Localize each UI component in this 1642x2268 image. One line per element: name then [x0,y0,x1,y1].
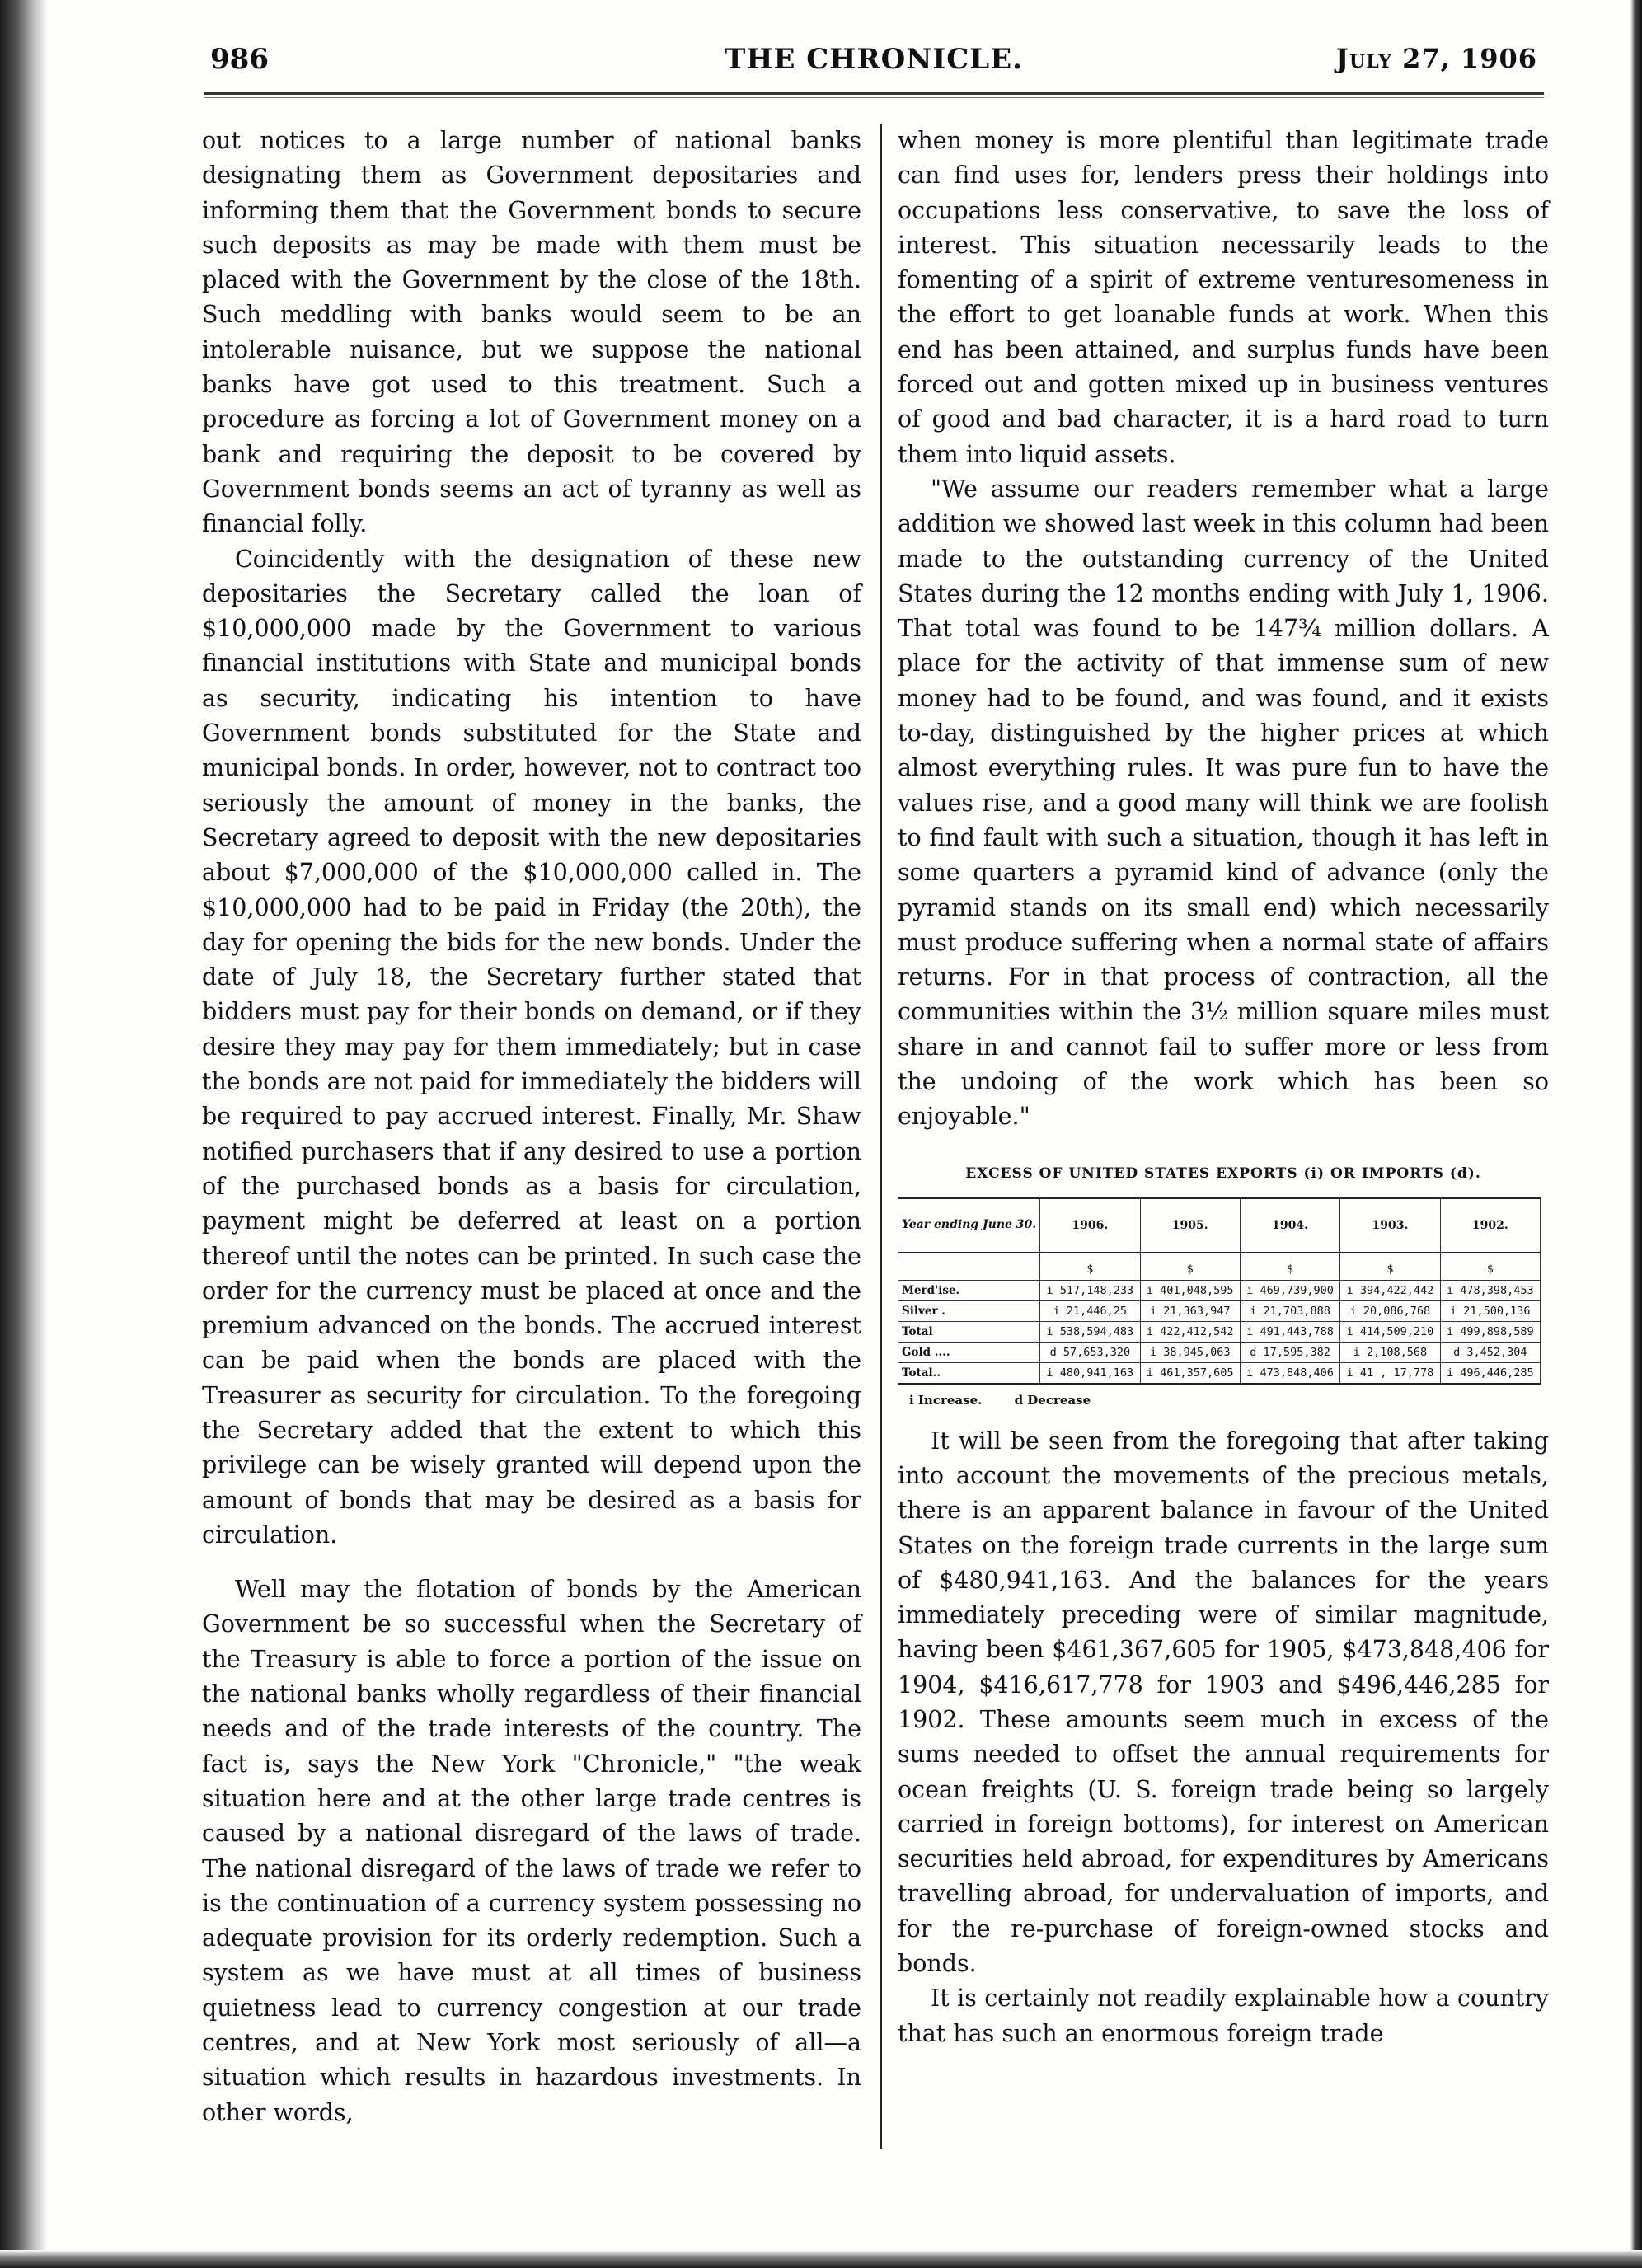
row-label: Total [898,1321,1040,1342]
currency-symbol: $ [1240,1253,1339,1281]
paragraph: out notices to a large number of national banks designating them as Government depositaries and informing them that the Government bonds to secure such deposits as may be made with them must be placed with the Government by the close of the 18th. Such meddling with banks would seem to be an intolerable nuisance, but we suppose the national banks have got used to this treatment. Such a procedure as forcing a lot of Government money on a bank and requiring the deposit to be covered by Government bonds seems an act of tyranny as well as financial folly. [202,127,861,538]
left-column [202,124,861,2130]
trade-balance-table-block [898,1163,1549,1409]
currency-symbol: $ [1340,1253,1440,1281]
table-row [898,1342,1541,1362]
table-cell: i 491,443,788 [1240,1321,1339,1342]
paragraph: It is certainly not readily explainable how a country that has such an enormous foreign trade [898,1984,1549,2047]
paragraph: "We assume our readers remember what a large addition we showed last week in this column had been made to the outstanding currency of the United States during the 12 months ending with July 1, 1906. That total was found to be 147¾ million dollars. A place for the activity of that immense sum of new money had to be found, and was found, and it exists to-day, distinguished by the higher prices at which almost everything rules. It was pure fun to have the values rise, and a good many will think we are foolish to find fault with such a situation, though it has left in some quarters a pyramid kind of advance (only the pyramid stands on its small end) which necessarily must produce suffering when a normal state of affairs returns. For in that process of contraction, all the communities within the 3½ million square miles must share in and cannot fail to suffer more or less from the undoing of the work which has been so enjoyable." [898,475,1549,1131]
table-cell: i 414,509,210 [1340,1321,1440,1342]
table-cell: i 499,898,589 [1440,1321,1540,1342]
table-legend [898,1391,1549,1409]
table-cell: i 422,412,542 [1140,1321,1240,1342]
table-cell: i 20,086,768 [1340,1300,1440,1321]
page-edge-bottom [0,2250,1642,2268]
table-row-total [898,1362,1541,1384]
year-header: 1903. [1340,1198,1440,1253]
row-label: Total.. [898,1362,1040,1384]
table-title: EXCESS OF UNITED STATES EXPORTS (i) OR IMPORTS (d). [965,1164,1481,1182]
table-row [898,1280,1541,1300]
table-row [898,1300,1541,1321]
table-cell: i 21,500,136 [1440,1300,1540,1321]
table-cell: i 478,398,453 [1440,1280,1540,1300]
table-cell: i 2,108,568 [1340,1342,1440,1362]
row-label: Merd'ise. [898,1280,1040,1300]
stub-header: Year ending June 30. [898,1198,1040,1253]
table-cell: i 41 , 17,778 [1340,1362,1440,1384]
table-row [898,1321,1541,1342]
legend-increase: i Increase. [909,1392,983,1408]
table-cell: d 57,653,320 [1040,1342,1140,1362]
table-cell: i 461,357,605 [1140,1362,1240,1384]
currency-symbol: $ [1440,1253,1540,1281]
column-divider [880,124,882,2149]
table-cell: i 496,446,285 [1440,1362,1540,1384]
issue-date: July 27, 1906 [1335,43,1537,74]
journal-title: THE CHRONICLE. [725,43,1023,76]
table-cell: i 394,422,442 [1340,1280,1440,1300]
table-cell: d 17,595,382 [1240,1342,1339,1362]
paragraph: Well may the flotation of bonds by the American Government be so successful when the Secretary of the Treasury is able to force a portion of the issue on the national banks wholly regardless of their financial needs and of the trade interests of the country. The fact is, says the New York "Chronicle," "the weak situation here and at the other large trade centres is caused by a national disregard of the laws of trade. The national disregard of the laws of trade we refer to is the continuation of a currency system possessing no adequate provision for its orderly redemption. Such a system as we have must at all times of business quietness lead to currency congestion at our trade centres, and at New York most seriously of all—a situation which results in hazardous investments. In other words, [202,1576,861,2126]
table-cell: d 3,452,304 [1440,1342,1540,1362]
paragraph: It will be seen from the foregoing that after taking into account the movements of the precious metals, there is an apparent balance in favour of the United States on the foreign trade currents in the large sum of $480,941,163. And the balances for the years immediately preceding were of similar magnitude, having been $461,367,605 for 1905, $473,848,406 for 1904, $416,617,778 for 1903 and $496,446,285 for 1902. These amounts seem much in excess of the sums needed to offset the annual requirements for ocean freights (U. S. foreign trade being so largely carried in foreign bottoms), for interest on American securities held abroad, for expenditures by Americans travelling abroad, for undervaluation of imports, and for the re-purchase of foreign-owned stocks and bonds. [898,1427,1549,1978]
year-header: 1905. [1140,1198,1240,1253]
table-row [898,1253,1541,1281]
page-edge-right [1630,0,1642,2268]
page-edge-left [0,0,48,2268]
year-header: 1906. [1040,1198,1140,1253]
currency-symbol: $ [1140,1253,1240,1281]
row-label: Silver . [898,1300,1040,1321]
table-cell: i 473,848,406 [1240,1362,1339,1384]
table-cell: i 401,048,595 [1140,1280,1240,1300]
header-rule [204,92,1544,98]
row-label: Gold .... [898,1342,1040,1362]
year-header: 1902. [1440,1198,1540,1253]
paragraph: when money is more plentiful than legitimate trade can find uses for, lenders press their holdings into occupations less conservative, to save the loss of interest. This situation necessarily leads to the fomenting of a spirit of extreme venturesomeness in the effort to get loanable funds at work. When this end has been attained, and surplus funds have been forced out and gotten mixed up in business ventures of good and bad character, it is a hard road to turn them into liquid assets. [898,127,1549,468]
table-cell: i 480,941,163 [1040,1362,1140,1384]
table-cell: i 21,363,947 [1140,1300,1240,1321]
table-cell: i 517,148,233 [1040,1280,1140,1300]
table-cell: i 21,446,25 [1040,1300,1140,1321]
paragraph: Coincidently with the designation of these new depositaries the Secretary called the loan of $10,000,000 made by the Government to various financial institutions with State and municipal bonds as security, indicating his intention to have Government bonds substituted for the State and municipal bonds. In order, however, not to contract too seriously the amount of money in the banks, the Secretary agreed to deposit with the new depositaries about $7,000,000 of the $10,000,000 called in. The $10,000,000 had to be paid in Friday (the 20th), the day for opening the bids for the new bonds. Under the date of July 18, the Secretary further stated that bidders must pay for their bonds on demand, or if they desire they may pay for them immediately; but in case the bonds are not paid for immediately the bidders will be required to pay accrued interest. Finally, Mr. Shaw notified purchasers that if any desired to use a portion of the purchased bonds as a basis for circulation, payment might be deferred at least on a portion thereof until the notes can be printed. In such case the order for the currency must be placed at once and the premium advanced on the bonds. The accrued interest can be paid when the bonds are placed with the Treasurer as security for circulation. To the foregoing the Secretary added that the extent to which this privilege can be wisely granted will depend upon the amount of bonds that may be desired as a basis for circulation. [202,545,861,1549]
currency-symbol: $ [1040,1253,1140,1281]
table-cell: i 38,945,063 [1140,1342,1240,1362]
page-number: 986 [210,43,269,76]
table-cell: i 469,739,900 [1240,1280,1339,1300]
legend-decrease: d Decrease [1014,1392,1091,1408]
right-column [898,124,1549,2051]
page-header [210,43,1537,84]
trade-balance-table [898,1197,1541,1385]
table-cell: i 538,594,483 [1040,1321,1140,1342]
table-header-row [898,1198,1541,1253]
year-header: 1904. [1240,1198,1339,1253]
table-cell: i 21,703,888 [1240,1300,1339,1321]
